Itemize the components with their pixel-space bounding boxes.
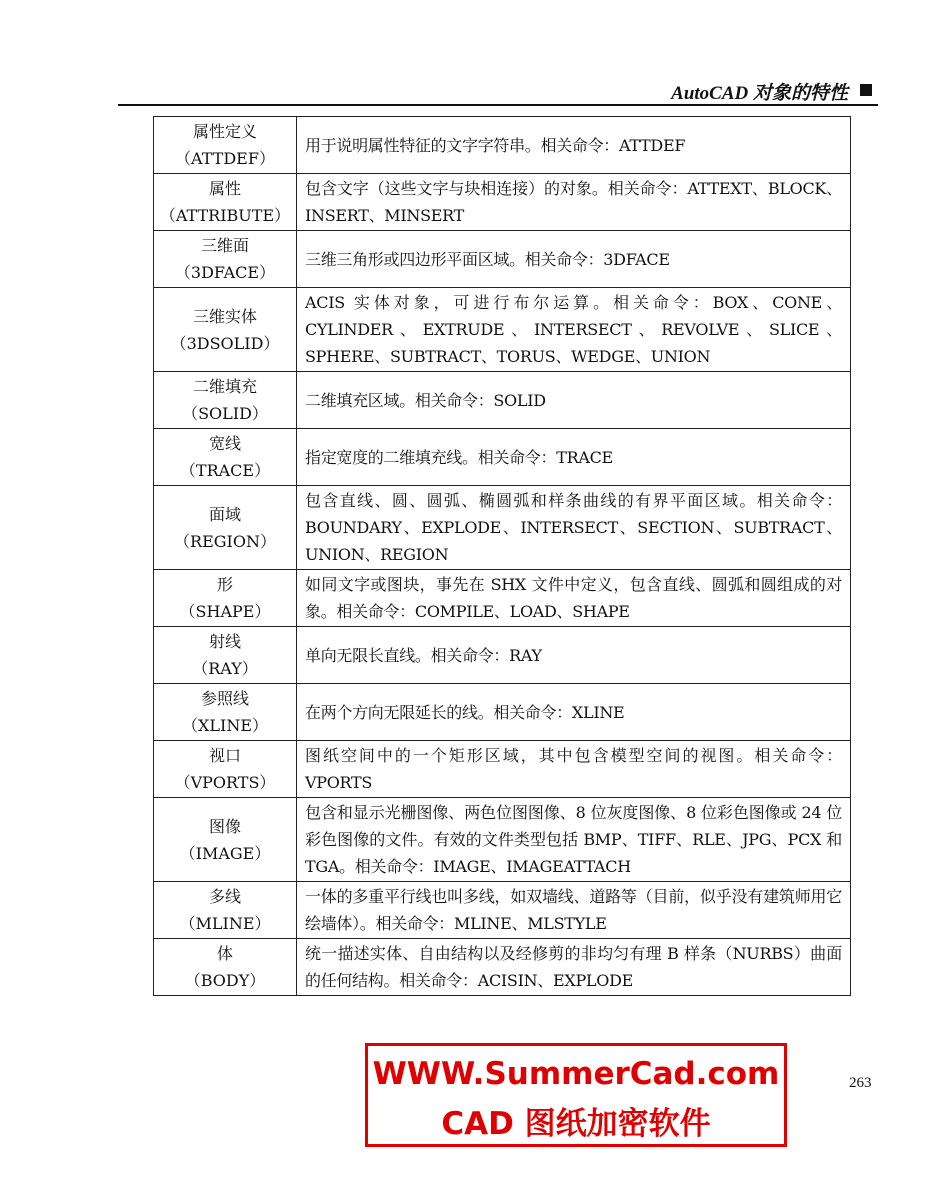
object-name-cell xyxy=(154,939,297,996)
object-name: 多线 xyxy=(208,887,241,906)
watermark-stamp xyxy=(365,1043,787,1147)
object-description-cell xyxy=(297,741,851,798)
object-name-cell xyxy=(154,429,297,486)
object-name-cell xyxy=(154,174,297,231)
object-name-cell xyxy=(154,741,297,798)
object-description-cell xyxy=(297,882,851,939)
object-name: 图像 xyxy=(208,816,241,836)
object-name: 射线 xyxy=(208,632,241,651)
object-name: 二维填充 xyxy=(192,377,257,396)
table-row xyxy=(154,372,851,429)
object-name-cell xyxy=(154,372,297,429)
object-description: 指定宽度的二维填充线。相关命令：TRACE xyxy=(305,447,613,467)
object-code: （RAY） xyxy=(192,659,258,678)
object-name-cell xyxy=(154,486,297,570)
object-description: 一体的多重平行线也叫多线，如双墙线、道路等（目前，似乎没有建筑师用它绘墙体）。相关命令：MLINE、MLSTYLE xyxy=(305,887,842,933)
object-description: 在两个方向无限延长的线。相关命令：XLINE xyxy=(305,702,625,722)
table-row xyxy=(154,570,851,627)
object-description: 图纸空间中的一个矩形区域，其中包含模型空间的视图。相关命令：VPORTS xyxy=(305,746,842,792)
object-description-cell xyxy=(297,372,851,429)
object-description-cell xyxy=(297,429,851,486)
table-row xyxy=(154,798,851,882)
table-row xyxy=(154,231,851,288)
table-row xyxy=(154,429,851,486)
object-name: 体 xyxy=(216,944,233,963)
object-name-cell xyxy=(154,798,297,882)
object-name: 属性定义 xyxy=(192,122,257,141)
square-bullet-icon xyxy=(860,84,872,96)
table-row xyxy=(154,486,851,570)
object-code: （VPORTS） xyxy=(174,773,276,792)
object-code: （IMAGE） xyxy=(179,843,271,863)
object-name-cell xyxy=(154,684,297,741)
object-code: （ATTDEF） xyxy=(175,149,275,168)
object-name: 面域 xyxy=(208,504,241,524)
object-name: 形 xyxy=(216,575,233,594)
object-code: （TRACE） xyxy=(179,461,271,480)
object-description: 包含和显示光栅图像、两色位图图像、8 位灰度图像、8 位彩色图像或 24 位彩色图像的文件。有效的文件类型包括 BMP、TIFF、RLE、JPG、PCX 和 TGA。相关命令：IMAGE、IMAGEATTACH xyxy=(305,803,842,876)
watermark-url: WWW.SummerCad.com xyxy=(372,1056,780,1092)
table-row xyxy=(154,117,851,174)
running-header xyxy=(118,76,878,104)
table-row xyxy=(154,684,851,741)
table-row xyxy=(154,627,851,684)
object-description: 三维三角形或四边形平面区域。相关命令：3DFACE xyxy=(305,249,670,269)
object-description: 包含直线、圆、圆弧、椭圆弧和样条曲线的有界平面区域。相关命令：BOUNDARY、EXPLODE、INTERSECT、SECTION、SUBTRACT、UNION、REGION xyxy=(305,491,842,564)
object-code: （XLINE） xyxy=(181,716,269,735)
object-types-table xyxy=(153,116,851,996)
object-description-cell xyxy=(297,117,851,174)
watermark-tagline: CAD 图纸加密软件 xyxy=(441,1106,711,1142)
object-name: 属性 xyxy=(208,179,241,198)
object-code: （BODY） xyxy=(184,971,266,990)
object-name-cell xyxy=(154,288,297,372)
object-description-cell xyxy=(297,939,851,996)
object-description: 包含文字（这些文字与块相连接）的对象。相关命令：ATTEXT、BLOCK、INSERT、MINSERT xyxy=(305,179,842,225)
object-code: （3DSOLID） xyxy=(170,333,280,353)
object-description-cell xyxy=(297,684,851,741)
table-row xyxy=(154,174,851,231)
object-name: 三维面 xyxy=(200,236,249,255)
table-row xyxy=(154,882,851,939)
object-description-cell xyxy=(297,486,851,570)
object-name: 参照线 xyxy=(200,689,249,708)
object-description: 二维填充区域。相关命令：SOLID xyxy=(305,390,546,410)
object-name: 视口 xyxy=(208,746,241,765)
object-name-cell xyxy=(154,231,297,288)
object-description-cell xyxy=(297,288,851,372)
object-name-cell xyxy=(154,570,297,627)
object-code: （REGION） xyxy=(174,531,276,551)
table-row xyxy=(154,741,851,798)
table-row xyxy=(154,288,851,372)
object-name-cell xyxy=(154,882,297,939)
object-description: 单向无限长直线。相关命令：RAY xyxy=(305,645,542,665)
page-number: 263 xyxy=(849,1075,872,1091)
object-description-cell xyxy=(297,231,851,288)
object-description: ACIS 实体对象，可进行布尔运算。相关命令：BOX、CONE、CYLINDER、EXTRUDE、INTERSECT、REVOLVE、SLICE、SPHERE、SUBTRACT、TORUS、WEDGE、UNION xyxy=(305,293,842,366)
table-row xyxy=(154,939,851,996)
object-description-cell xyxy=(297,627,851,684)
object-name-cell xyxy=(154,627,297,684)
object-name-cell xyxy=(154,117,297,174)
object-description: 用于说明属性特征的文字字符串。相关命令：ATTDEF xyxy=(305,135,686,155)
object-code: （MLINE） xyxy=(179,914,271,933)
object-description: 如同文字或图块，事先在 SHX 文件中定义，包含直线、圆弧和圆组成的对象。相关命令：COMPILE、LOAD、SHAPE xyxy=(305,575,842,621)
object-code: （ATTRIBUTE） xyxy=(159,206,291,225)
object-code: （SOLID） xyxy=(182,404,268,423)
object-description-cell xyxy=(297,570,851,627)
object-name: 宽线 xyxy=(208,434,241,453)
object-code: （3DFACE） xyxy=(174,263,276,282)
object-name: 三维实体 xyxy=(192,306,257,326)
object-description: 统一描述实体、自由结构以及经修剪的非均匀有理 B 样条（NURBS）曲面的任何结构。相关命令：ACISIN、EXPLODE xyxy=(305,944,842,990)
object-code: （SHAPE） xyxy=(179,602,271,621)
object-description-cell xyxy=(297,798,851,882)
header-rule xyxy=(118,104,878,106)
header-title: AutoCAD 对象的特性 xyxy=(671,83,848,104)
object-description-cell xyxy=(297,174,851,231)
